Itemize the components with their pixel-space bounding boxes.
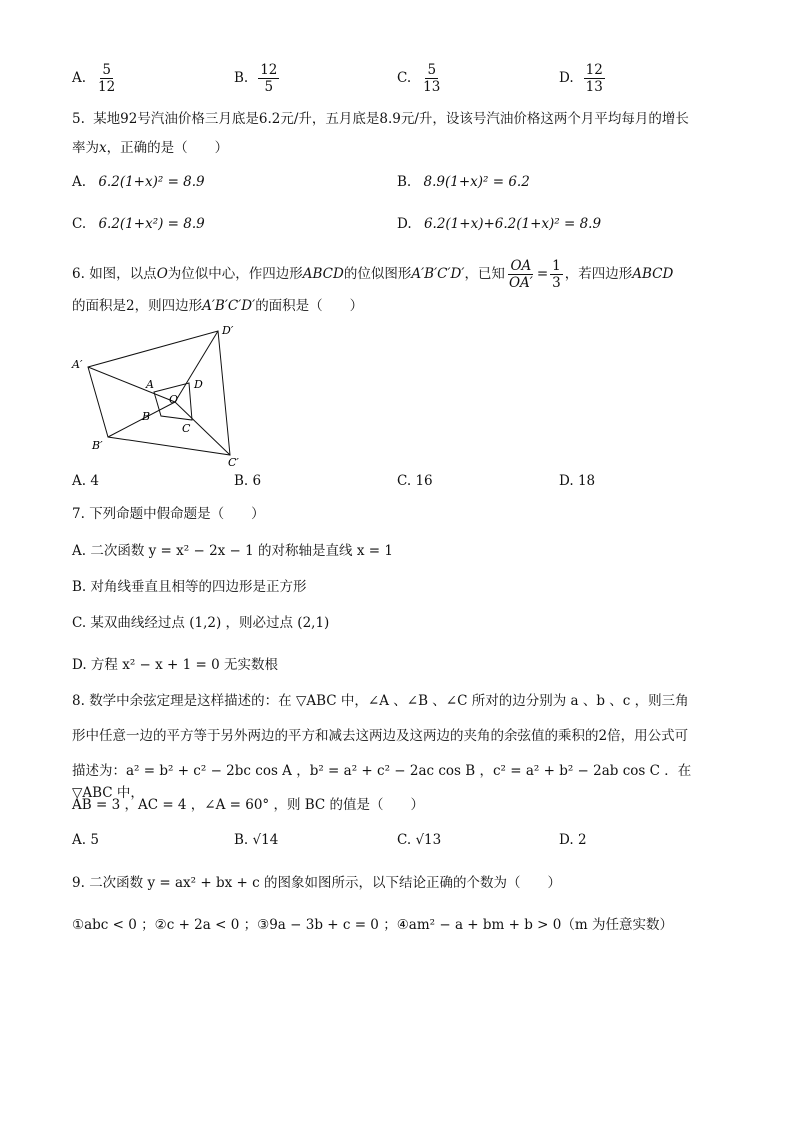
ray-a [88, 367, 175, 402]
q8-line2-text: 形中任意一边的平方等于另外两边的平方和减去这两边及这两边的夹角的余弦值的乘积的2倍，用公式可 [72, 728, 689, 744]
q8-line3-text: 描述为：a² = b² + c² − 2bc cos A ，b² = a² + c² − 2ac cos B ，c² = a² + b² − 2ab cos C ．在 ▽ABC 中， [72, 763, 692, 801]
q8-option-d-letter: D. [559, 832, 574, 848]
q6-line1-e: ，若四边形 [564, 266, 633, 282]
q7-option-d-text: D. 方程 x² − x + 1 = 0 无实数根 [72, 657, 279, 673]
label-C1: C′ [228, 456, 239, 469]
q6-stem-line1 [72, 258, 732, 291]
q6-ratio-num: 1 [552, 258, 561, 274]
q5-option-c-letter: C. [72, 216, 87, 232]
q6-ratio-value [550, 258, 563, 291]
q6-option-c-letter: C. [397, 473, 412, 489]
q7-option-a[interactable] [72, 540, 732, 562]
q5-line2-pre: 率为 [72, 140, 99, 156]
q5-option-c[interactable] [72, 216, 205, 232]
label-D: D [194, 378, 203, 391]
q4-option-letter: C. [397, 70, 412, 86]
q6-option-b-text: 6 [252, 473, 262, 489]
q6-a1b1c1d1-2: A′B′C′D′ [202, 298, 256, 314]
q8-option-a-text: 5 [90, 832, 99, 848]
fraction-numerator: 12 [585, 62, 603, 78]
q5-option-d-text: 6.2(1+x)+6.2(1+x)² = 8.9 [423, 216, 602, 232]
q4-option-fraction [584, 62, 605, 95]
q4-option-c[interactable] [397, 62, 444, 95]
q5-option-a-text: 6.2(1+x)² = 8.9 [98, 174, 205, 190]
q6-number: 6. [72, 266, 85, 282]
q6-eq: = [536, 266, 549, 282]
q8-option-a-letter: A. [72, 832, 87, 848]
q7-option-c-text: C. 某双曲线经过点 (1,2) ，则必过点 (2,1) [72, 615, 330, 631]
q9-stem [72, 872, 732, 894]
q8-option-d[interactable] [559, 832, 587, 848]
q5-var: x [99, 140, 107, 156]
q5-option-b[interactable] [397, 174, 530, 190]
q6-option-b[interactable] [234, 473, 261, 489]
label-C: C [182, 422, 191, 435]
q8-line1 [72, 690, 732, 712]
q8-line4 [72, 794, 732, 816]
q5-stem-line1 [72, 108, 732, 130]
q8-option-b-text: √14 [252, 832, 279, 848]
fraction-numerator: 12 [260, 62, 278, 78]
ray-d [175, 331, 218, 402]
q5-option-b-letter: B. [397, 174, 412, 190]
q4-option-b[interactable] [234, 62, 281, 95]
q4-option-fraction [96, 62, 117, 95]
q8-option-b[interactable] [234, 832, 278, 848]
q4-option-letter: D. [559, 70, 574, 86]
q6-abcd: ABCD [302, 266, 344, 282]
label-A: A [146, 378, 154, 391]
q5-stem-line2 [72, 137, 732, 159]
label-B1: B′ [92, 439, 103, 452]
fraction-numerator: 5 [102, 62, 111, 78]
fraction-denominator: 5 [264, 79, 274, 95]
fraction-denominator: 13 [423, 79, 441, 95]
q4-option-letter: A. [72, 70, 87, 86]
q4-option-d[interactable] [559, 62, 607, 95]
q4-option-a[interactable] [72, 62, 119, 95]
q6-option-a-letter: A. [72, 473, 87, 489]
fraction-numerator: 5 [427, 62, 437, 78]
label-B: B [142, 410, 151, 423]
q6-option-c[interactable] [397, 473, 433, 489]
q6-line1-d: ，已知 [464, 266, 505, 282]
q9-items-text: ①abc < 0 ；②c + 2a < 0 ；③9a − 3b + c = 0 ；④am² − a + bm + b > 0（m 为任意实数） [72, 917, 673, 933]
q6-figure [70, 320, 250, 470]
q6-line1-c: 的位似图形 [343, 266, 412, 282]
q6-option-d[interactable] [559, 473, 595, 489]
q7-option-d[interactable] [72, 654, 732, 676]
q8-line4-text: AB = 3 ，AC = 4 ，∠A = 60° ，则 BC 的值是（ ） [72, 797, 425, 813]
q6-line1-b: 为位似中心，作四边形 [167, 266, 303, 282]
q6-option-a-text: 4 [90, 473, 99, 489]
q6-option-a[interactable] [72, 473, 99, 489]
fraction-denominator: 12 [98, 79, 116, 95]
q7-stem [72, 503, 732, 525]
q9-number: 9. [72, 875, 85, 891]
q6-frac-den: OA′ [508, 275, 533, 291]
q8-option-c[interactable] [397, 832, 441, 848]
q6-line2-b: 的面积是（ ） [255, 298, 364, 314]
q9-stem-text: 二次函数 y = ax² + bx + c 的图象如图所示，以下结论正确的个数为（ ） [89, 875, 561, 891]
q5-option-d-letter: D. [397, 216, 412, 232]
q7-option-b-text: B. 对角线垂直且相等的四边形是正方形 [72, 579, 307, 595]
q8-option-a[interactable] [72, 832, 99, 848]
label-O: O [169, 393, 179, 406]
q4-option-letter: B. [234, 70, 249, 86]
q6-center-O: O [156, 266, 168, 282]
q6-option-c-text: 16 [415, 473, 433, 489]
q8-number: 8. [72, 693, 85, 709]
q5-line2-post: ，正确的是（ ） [106, 140, 229, 156]
q5-option-d[interactable] [397, 216, 601, 232]
q9-items [72, 914, 732, 936]
q6-ratio-frac [507, 258, 535, 291]
q4-option-fraction [258, 62, 279, 95]
q6-frac-num: OA [510, 258, 532, 274]
q6-stem-line2 [72, 295, 732, 317]
q5-option-c-text: 6.2(1+x²) = 8.9 [98, 216, 205, 232]
q7-number: 7. [72, 506, 85, 522]
q6-a1b1c1d1: A′B′C′D′ [411, 266, 465, 282]
q8-line2 [72, 725, 732, 747]
q8-option-c-text: √13 [415, 832, 442, 848]
q6-ratio-den: 3 [552, 275, 561, 291]
q7-option-c[interactable] [72, 612, 732, 634]
q6-option-d-text: 18 [577, 473, 596, 489]
q5-number: 5. [72, 111, 85, 127]
q6-line2: 的面积是2，则四边形 [72, 298, 203, 314]
q7-option-a-text: A. 二次函数 y = x² − 2x − 1 的对称轴是直线 x = 1 [72, 543, 393, 559]
q5-option-b-text: 8.9(1+x)² = 6.2 [423, 174, 530, 190]
q6-abcd-2: ABCD [632, 266, 674, 282]
q5-option-a-letter: A. [72, 174, 87, 190]
q8-option-b-letter: B. [234, 832, 249, 848]
q6-option-d-letter: D. [559, 473, 574, 489]
label-A1: A′ [72, 358, 83, 371]
q8-option-d-text: 2 [577, 832, 587, 848]
q5-option-a[interactable] [72, 174, 205, 190]
q8-line1-text: 数学中余弦定理是这样描述的：在 ▽ABC 中，∠A 、∠B 、∠C 所对的边分别为 a 、b 、c ，则三角 [89, 693, 689, 709]
q6-option-b-letter: B. [234, 473, 249, 489]
q5-line1: 某地92号汽油价格三月底是6.2元/升，五月底是8.9元/升，设该号汽油价格这两个月平均每月的增长 [93, 111, 689, 127]
fraction-denominator: 13 [585, 79, 603, 95]
q7-stem-text: 下列命题中假命题是（ ） [89, 506, 265, 522]
q8-option-c-letter: C. [397, 832, 412, 848]
label-D1: D′ [222, 324, 234, 337]
q6-line1-a: 如图，以点 [89, 266, 157, 282]
q4-option-fraction [421, 62, 442, 95]
q7-option-b[interactable] [72, 576, 732, 598]
